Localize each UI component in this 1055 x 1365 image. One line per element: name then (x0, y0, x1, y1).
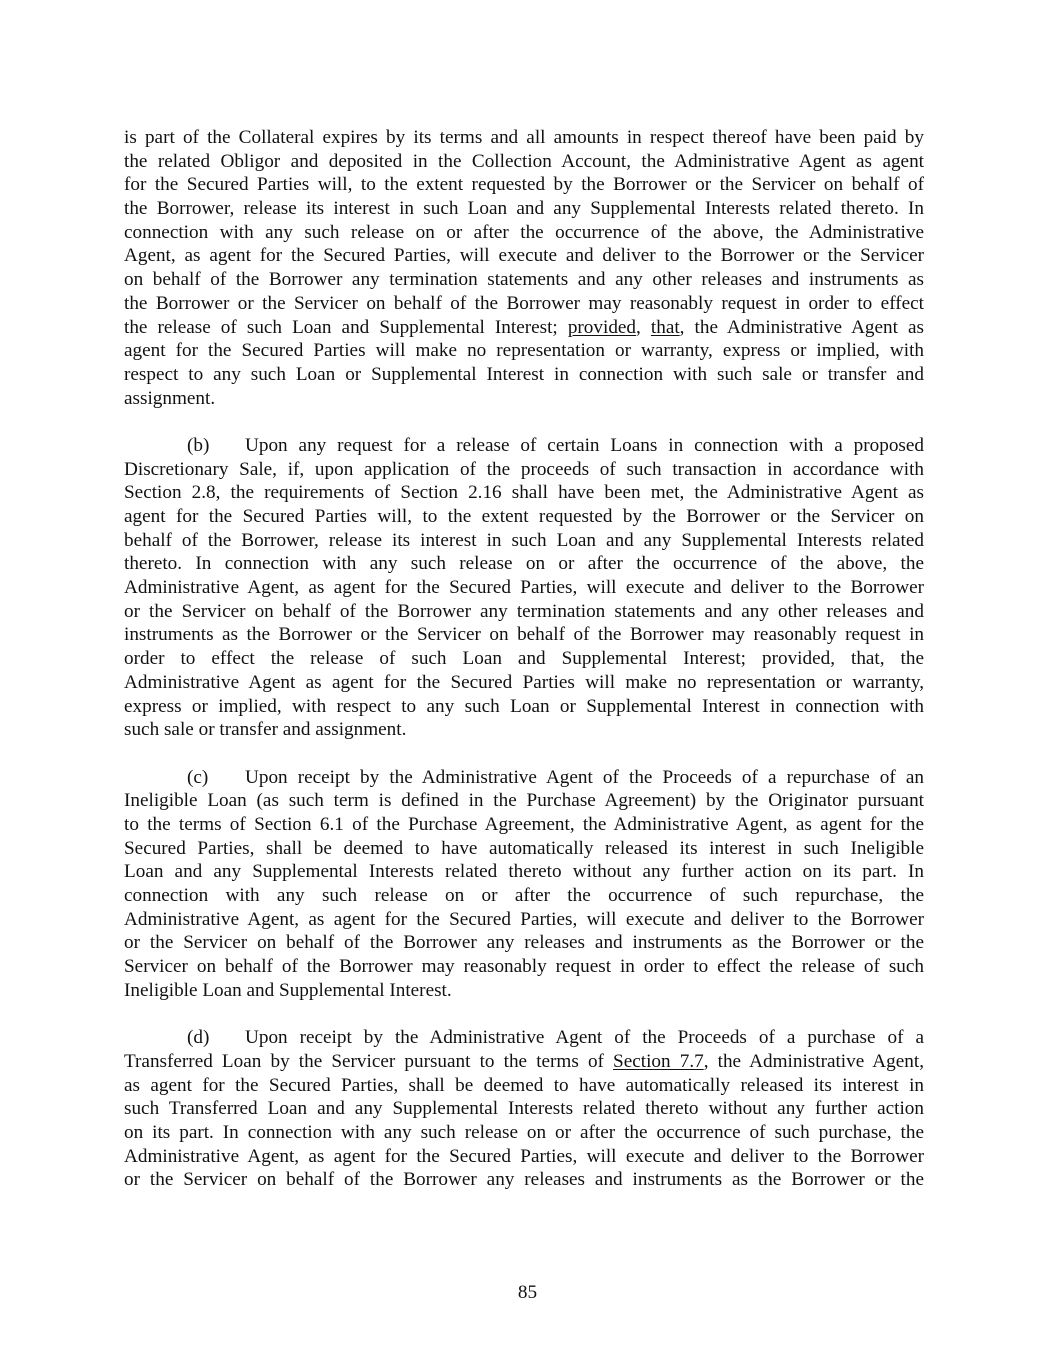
text-line: on behalf of the Borrower any termination statements and any other releases and instruments as (124, 269, 924, 291)
text-line: Administrative Agent, as agent for the Secured Parties, will execute and deliver to the Borrower (124, 1145, 924, 1167)
text-segment: , (636, 316, 651, 338)
text-line (124, 434, 924, 458)
text-line: agent for the Secured Parties will make no representation or warranty, express or implied, with (124, 340, 924, 362)
text-line: Agent, as agent for the Secured Parties, will execute and deliver to the Borrower or the Servicer (124, 245, 924, 267)
text-segment: Upon receipt by the Administrative Agent of the Proceeds of a purchase of a (245, 1027, 924, 1049)
text-line: Administrative Agent, as agent for the Secured Parties, will execute and deliver to the Borrower (124, 908, 924, 930)
text-line: or the Servicer on behalf of the Borrower any termination statements and any other releases and (124, 600, 924, 622)
text-line: or the Servicer on behalf of the Borrower any releases and instruments as the Borrower or the (124, 932, 924, 954)
paragraph-a-continuation (124, 126, 924, 410)
document-page (124, 126, 924, 1216)
section-reference-link: Section 7.7 (613, 1050, 704, 1072)
text-line-with-underlines (124, 316, 924, 340)
text-line: as agent for the Secured Parties, shall be deemed to have automatically released its interest in (124, 1074, 924, 1096)
text-segment: , the Administrative Agent as (679, 316, 924, 338)
paragraph-label: (d) (187, 1027, 210, 1049)
text-line: Ineligible Loan and Supplemental Interest. (124, 979, 452, 1001)
text-line: to the terms of Section 6.1 of the Purchase Agreement, the Administrative Agent, as agent for the (124, 813, 924, 835)
text-segment: , the Administrative Agent, (703, 1050, 924, 1072)
text-line: thereto. In connection with any such release on or after the occurrence of the above, the (124, 553, 924, 575)
text-segment: the release of such Loan and Supplemental Interest; (124, 316, 568, 338)
text-line-with-underline (124, 1050, 924, 1074)
text-line: the related Obligor and deposited in the Collection Account, the Administrative Agent as agent (124, 150, 924, 172)
paragraph-label: (c) (187, 766, 209, 788)
text-segment: Upon any request for a release of certain Loans in connection with a proposed (245, 434, 924, 456)
text-line: assignment. (124, 387, 216, 409)
text-line: on its part. In connection with any such release on or after the occurrence of such purchase, the (124, 1121, 924, 1143)
text-segment: Upon receipt by the Administrative Agent of the Proceeds of a repurchase of an (245, 766, 924, 788)
text-line: express or implied, with respect to any such Loan or Supplemental Interest in connection with (124, 695, 924, 717)
paragraph-c (124, 766, 924, 1003)
text-line: Section 2.8, the requirements of Section 2.16 shall have been met, the Administrative Agent as (124, 482, 924, 504)
text-line: such Transferred Loan and any Supplemental Interests related thereto without any further action (124, 1098, 924, 1120)
paragraph-b (124, 434, 924, 742)
text-line: order to effect the release of such Loan and Supplemental Interest; provided, that, the (124, 648, 924, 670)
text-line: Administrative Agent as agent for the Secured Parties will make no representation or warranty, (124, 671, 924, 693)
paragraph-d (124, 1026, 924, 1192)
text-line: for the Secured Parties will, to the extent requested by the Borrower or the Servicer on behalf of (124, 174, 924, 196)
text-line: connection with any such release on or after the occurrence of the above, the Administrative (124, 221, 924, 243)
paragraph-label: (b) (187, 434, 210, 456)
text-line: Loan and any Supplemental Interests related thereto without any further action on its part. In (124, 861, 924, 883)
text-line: Secured Parties, shall be deemed to have automatically released its interest in such Ineligible (124, 837, 924, 859)
text-line: or the Servicer on behalf of the Borrower any releases and instruments as the Borrower or the (124, 1169, 924, 1191)
page-number: 85 (517, 1282, 538, 1303)
underlined-term-provided: provided (567, 316, 637, 338)
text-line: the Borrower, release its interest in such Loan and any Supplemental Interests related thereto. In (124, 198, 924, 220)
text-line: Ineligible Loan (as such term is defined in the Purchase Agreement) by the Originator pursuant (124, 790, 924, 812)
text-line: is part of the Collateral expires by its terms and all amounts in respect thereof have been paid by (124, 127, 924, 148)
text-line: such sale or transfer and assignment. (124, 719, 407, 741)
text-line: agent for the Secured Parties will, to the extent requested by the Borrower or the Servicer on (124, 506, 924, 527)
text-line: behalf of the Borrower, release its interest in such Loan and any Supplemental Interests related (124, 529, 924, 551)
text-line: the Borrower or the Servicer on behalf of the Borrower may reasonably request in order to effect (124, 292, 924, 314)
text-line: respect to any such Loan or Supplemental Interest in connection with such sale or transfer and (124, 363, 924, 385)
text-line: Servicer on behalf of the Borrower may reasonably request in order to effect the release of such (124, 956, 924, 978)
text-segment: Transferred Loan by the Servicer pursuant to the terms of (124, 1050, 614, 1072)
text-line: instruments as the Borrower or the Servicer on behalf of the Borrower may reasonably request in (124, 624, 924, 646)
text-line: connection with any such release on or after the occurrence of such repurchase, the (124, 885, 924, 906)
text-line: Administrative Agent, as agent for the Secured Parties, will execute and deliver to the Borrower (124, 577, 924, 599)
underlined-term-that: that (650, 316, 680, 338)
text-line (124, 1026, 924, 1050)
text-line: Discretionary Sale, if, upon application of the proceeds of such transaction in accordance with (124, 458, 924, 480)
text-line (124, 766, 924, 790)
